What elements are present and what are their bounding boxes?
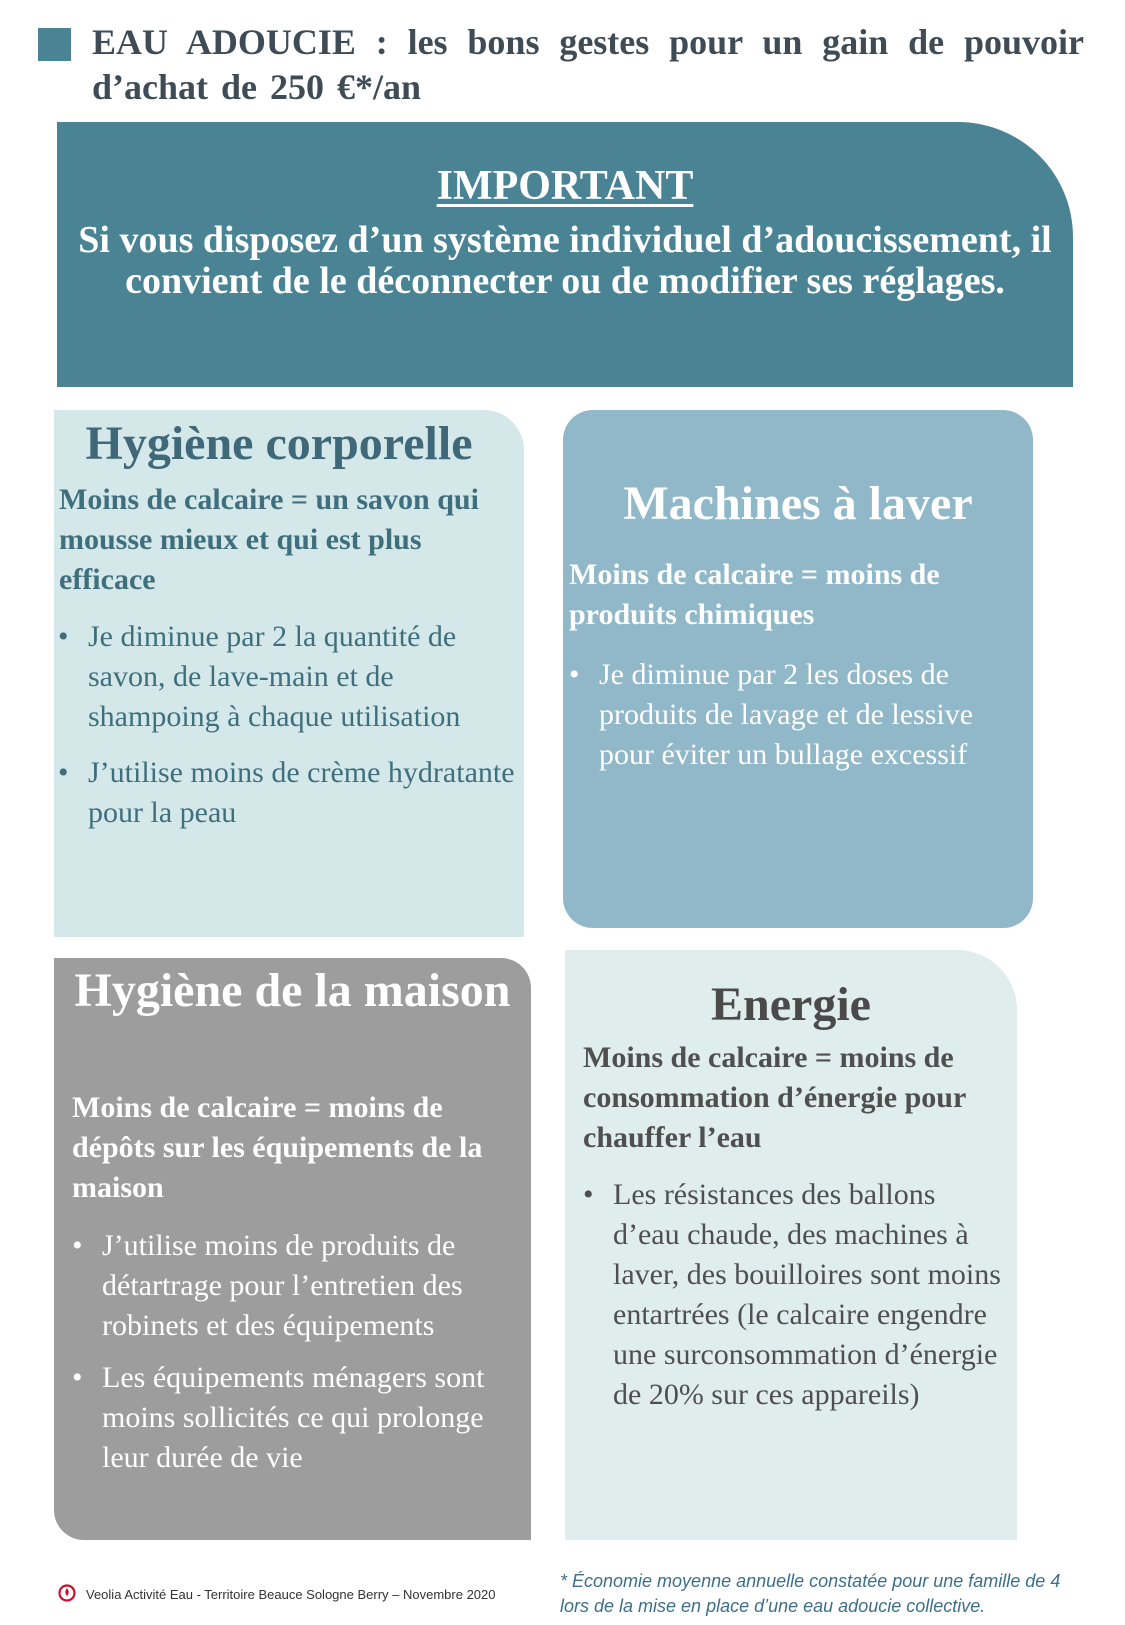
important-banner (57, 122, 1073, 387)
list-item (569, 655, 1029, 775)
panel-lead: Moins de calcaire = un savon qui mousse mieux et qui est plus efficace (59, 483, 479, 596)
panel-lead: Moins de calcaire = moins de dépôts sur les équipements de la maison (72, 1091, 483, 1204)
panel-title: Energie (711, 978, 871, 1031)
list-item (58, 617, 518, 737)
header-square-marker (38, 28, 71, 61)
footer-note: * Économie moyenne annuelle constatée pour une famille de 4 lors de la mise en place d’une eau adoucie collective. (560, 1571, 1061, 1616)
list-item (72, 1358, 527, 1478)
panel-bullet-list (583, 1175, 1008, 1429)
list-item-text: J’utilise moins de produits de détartrage pour l’entretien des robinets et des équipements (102, 1229, 463, 1342)
panel-hygiene-maison (54, 958, 531, 1540)
panel-title: Hygiène de la maison (74, 964, 511, 1017)
important-heading: IMPORTANT (436, 163, 694, 209)
list-item (583, 1175, 1008, 1415)
veolia-logo-icon (58, 1584, 76, 1602)
list-item-text: Les équipements ménagers sont moins sollicités ce qui prolonge leur durée de vie (102, 1361, 485, 1474)
panel-bullet-list (72, 1226, 527, 1490)
bullet-icon: • (583, 1178, 594, 1211)
important-text: Si vous disposez d’un système individuel d’adoucissement, il convient de le déconnecter ou de modifier ses réglages. (78, 219, 1052, 302)
panel-energie (565, 950, 1017, 1540)
bullet-icon: • (58, 756, 69, 789)
bullet-icon: • (569, 658, 580, 691)
bullet-icon: • (58, 620, 69, 653)
list-item (58, 753, 518, 833)
panel-lead: Moins de calcaire = moins de produits chimiques (569, 558, 940, 631)
page-title: EAU ADOUCIE : les bons gestes pour un gain de pouvoir d’achat de 250 €*/an (92, 22, 1084, 107)
panel-title: Hygiène corporelle (85, 417, 473, 470)
panel-lead: Moins de calcaire = moins de consommation d’énergie pour chauffer l’eau (583, 1041, 966, 1154)
footer-credit: Veolia Activité Eau - Territoire Beauce Sologne Berry – Novembre 2020 (86, 1587, 496, 1602)
panel-machines-a-laver (563, 410, 1033, 928)
list-item-text: Je diminue par 2 les doses de produits de lavage et de lessive pour éviter un bullage excessif (599, 658, 974, 771)
list-item-text: Les résistances des ballons d’eau chaude, des machines à laver, des bouilloires sont moins entartrées (le calcaire engendre une surconsommation d’énergie de 20% sur ces appareils) (613, 1178, 1001, 1411)
panel-title: Machines à laver (623, 477, 973, 530)
panel-hygiene-corporelle (54, 410, 524, 937)
list-item-text: J’utilise moins de crème hydratante pour la peau (88, 756, 515, 829)
list-item (72, 1226, 527, 1346)
bullet-icon: • (72, 1229, 83, 1262)
bullet-icon: • (72, 1361, 83, 1394)
list-item-text: Je diminue par 2 la quantité de savon, de lave-main et de shampoing à chaque utilisation (88, 620, 461, 733)
panel-bullet-list (58, 617, 518, 849)
panel-bullet-list (569, 655, 1029, 789)
